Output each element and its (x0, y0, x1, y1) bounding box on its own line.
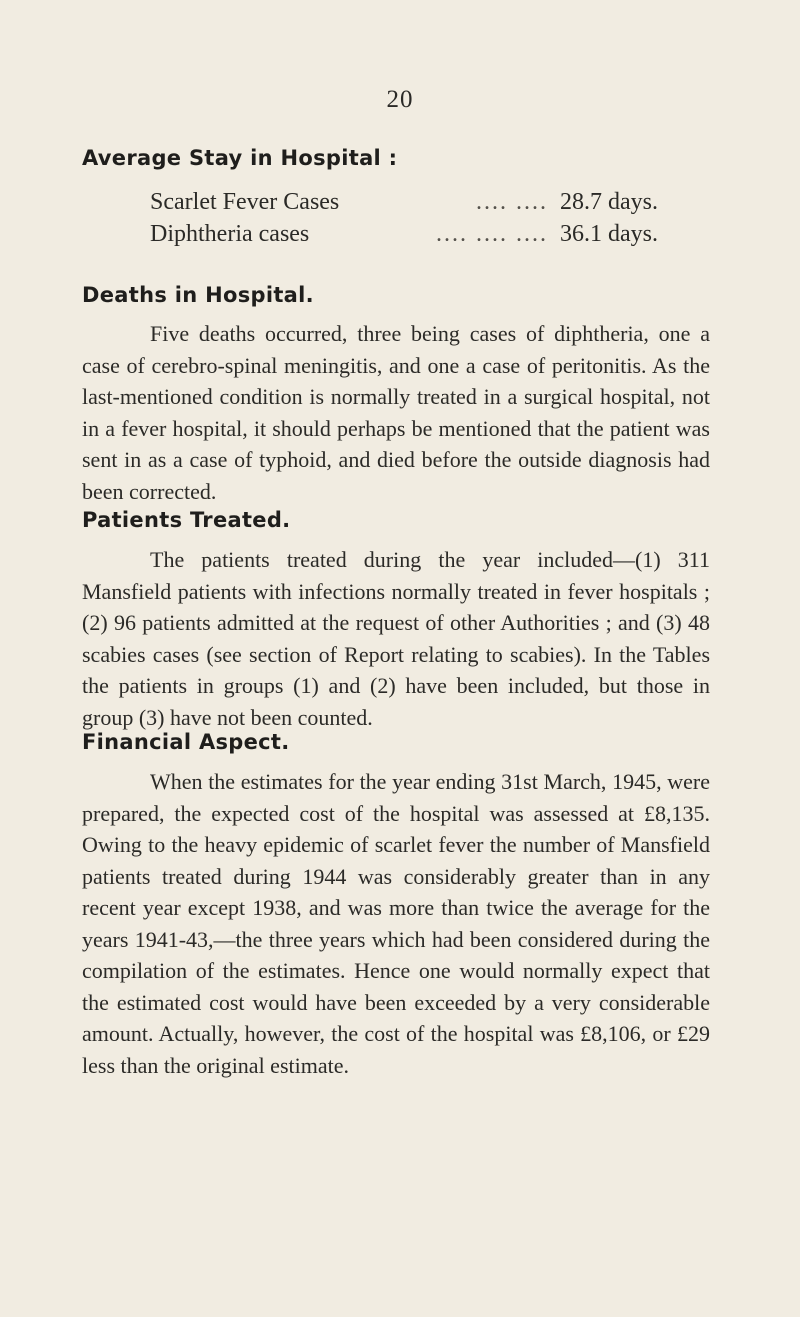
stay-value: 28.7 days. (560, 189, 658, 215)
patients-treated-paragraph: The patients treated during the year included—(1) 311 Mansfield patients with infections normally treated in fever hospitals ; (2) 96 patients admitted at the request of other Authorities ; and (3) 48 scabies cases (see section of Report relating to scabies). In the Tables the patients in groups (1) and (2) have been included, but those in group (3) have not been counted. (82, 547, 710, 730)
deaths-heading: Deaths in Hospital. (82, 283, 314, 307)
stay-row-diphtheria (150, 221, 710, 248)
patients-treated-heading: Patients Treated. (82, 508, 291, 532)
stay-label: Diphtheria cases (150, 221, 310, 247)
leader-dots: .... .... .... (436, 221, 548, 247)
financial-aspect-heading: Financial Aspect. (82, 730, 290, 754)
stay-label: Scarlet Fever Cases (150, 189, 340, 215)
leader-dots: .... .... (476, 189, 548, 215)
financial-aspect-paragraph: When the estimates for the year ending 31st March, 1945, were prepared, the expected cost of the hospital was assessed at £8,135. Owing to the heavy epidemic of scarlet fever the number of Mansfield patients treated during 1944 was considerably greater than in any recent year except 1938, and was more than twice the average for the years 1941-43,—the three years which had been considered during the compilation of the estimates. Hence one would normally expect that the estimated cost would have been exceeded by a very considerable amount. Actually, however, the cost of the hospital was £8,106, or £29 less than the original estimate. (82, 769, 710, 1078)
average-stay-heading: Average Stay in Hospital : (82, 146, 398, 170)
deaths-paragraph: Five deaths occurred, three being cases of diphtheria, one a case of cerebro-spinal meningitis, and one a case of peritonitis. As the last-mentioned condition is normally treated in a surgical hospital, not in a fever hospital, it should perhaps be mentioned that the patient was sent in as a case of typhoid, and died before the outside diagnosis had been corrected. (82, 321, 710, 504)
stay-value: 36.1 days. (560, 221, 658, 247)
page-number: 20 (386, 86, 414, 113)
stay-row-scarlet-fever (150, 189, 710, 216)
